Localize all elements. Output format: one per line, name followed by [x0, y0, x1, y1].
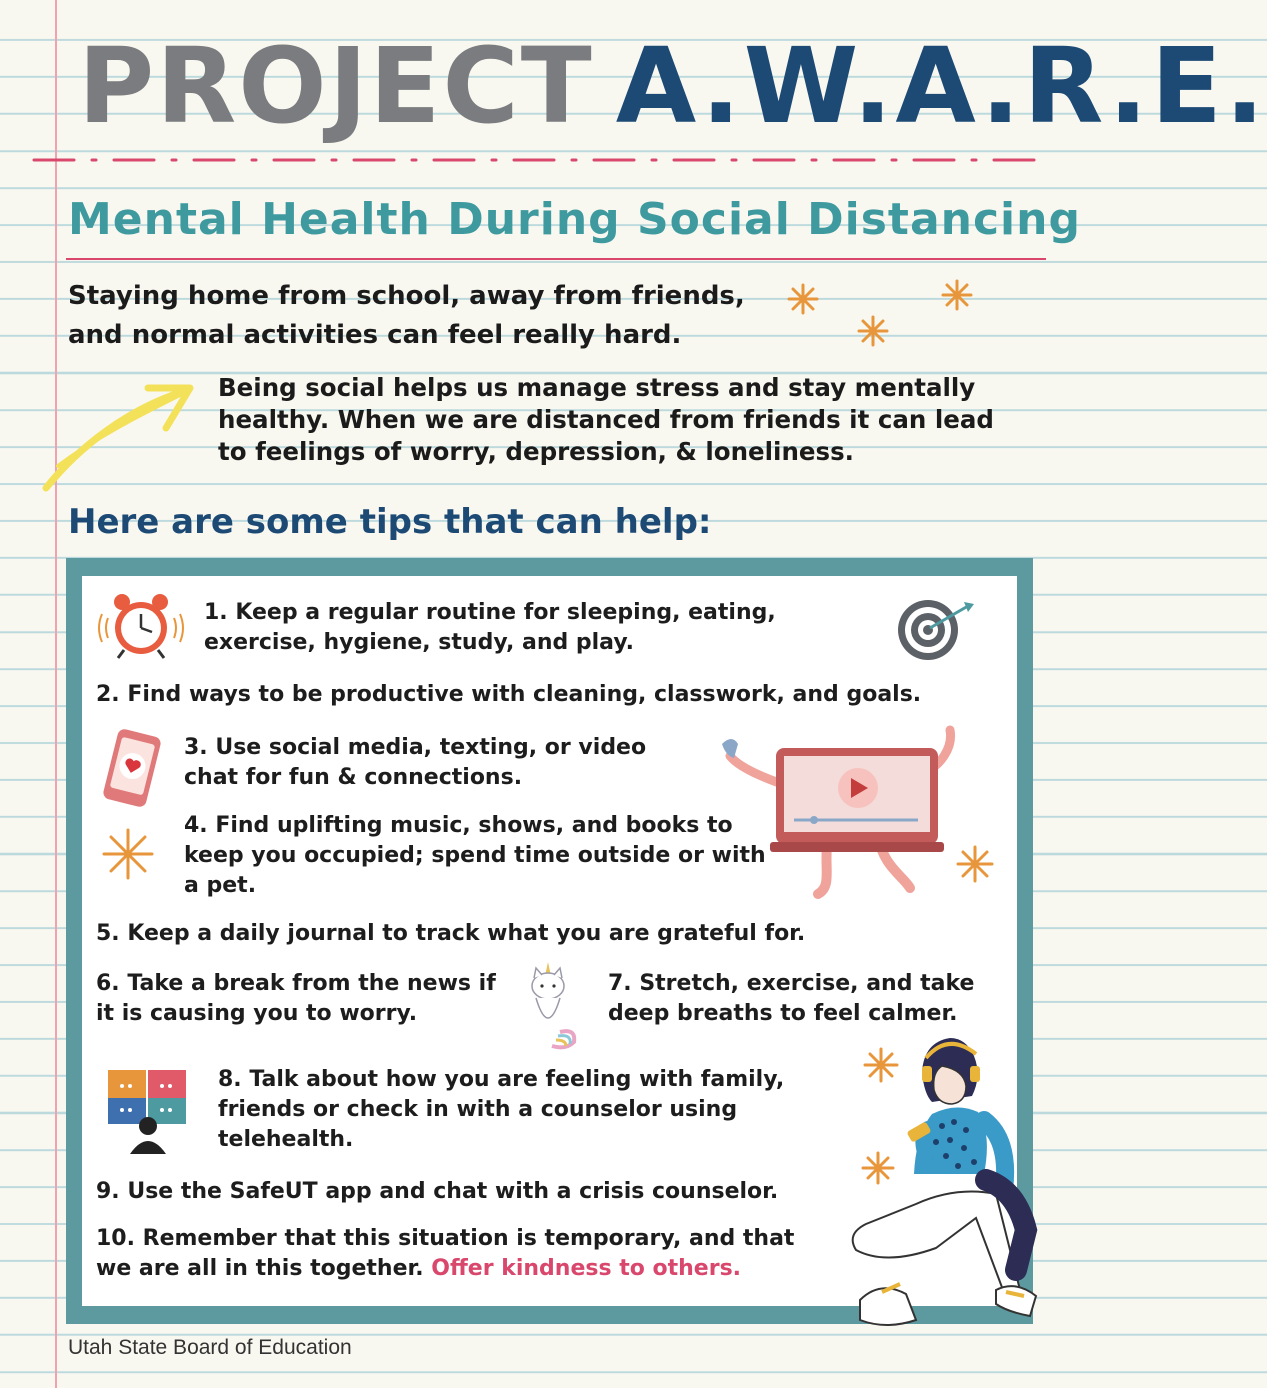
target-icon [894, 598, 976, 664]
subtitle-underline [66, 258, 1046, 260]
sparkle-icon [856, 314, 890, 348]
subtitle: Mental Health During Social Distancing [68, 194, 1081, 245]
tip-8: 8. Talk about how you are feeling with family, friends or check in with a counselor using telehealth. [218, 1067, 785, 1152]
tip-10-text: 10. Remember that this situation is temporary, and that we are all in this together. [96, 1226, 795, 1281]
sparkle-icon [955, 844, 995, 884]
intro-text: Staying home from school, away from friends, and normal activities can feel really hard. [68, 281, 745, 350]
sparkle-icon [786, 282, 820, 316]
sparkle-icon [100, 826, 156, 882]
tip-1: 1. Keep a regular routine for sleeping, eating, exercise, hygiene, study, and play. [204, 600, 776, 655]
alarm-clock-icon [96, 590, 186, 662]
tip-9: 9. Use the SafeUT app and chat with a crisis counselor. [96, 1179, 779, 1204]
tip-3: 3. Use social media, texting, or video chat for fun & connections. [184, 735, 647, 790]
arrow-icon [38, 378, 203, 496]
title-aware: A.W.A.R.E. [615, 25, 1267, 147]
tip-6: 6. Take a break from the news if it is causing you to worry. [96, 971, 496, 1026]
notebook-margin-line [55, 0, 57, 1388]
dashed-divider [34, 150, 1046, 170]
footer-organization: Utah State Board of Education [68, 1336, 352, 1359]
tip-7: 7. Stretch, exercise, and take deep breaths to feel calmer. [608, 971, 975, 1026]
page-title [78, 25, 1267, 147]
tip-10-highlight: Offer kindness to others. [431, 1256, 742, 1281]
tip-5: 5. Keep a daily journal to track what you are grateful for. [96, 921, 806, 946]
intro-detail-text: Being social helps us manage stress and stay mentally healthy. When we are distanced from friends it can lead to feelings of worry, depression, & loneliness. [218, 373, 994, 466]
video-chat-icon [106, 1068, 190, 1156]
tips-heading: Here are some tips that can help: [68, 502, 712, 542]
sparkle-icon [940, 278, 974, 312]
girl-with-phone-illustration [846, 1030, 1046, 1340]
unicorn-cat-icon [518, 958, 578, 1050]
tip-10 [96, 1224, 836, 1284]
tip-2: 2. Find ways to be productive with cleaning, classwork, and goals. [96, 682, 922, 707]
phone-heart-icon [96, 728, 168, 808]
title-project: PROJECT [78, 25, 594, 147]
tip-4: 4. Find uplifting music, shows, and books to keep you occupied; spend time outside or with a pet. [184, 813, 766, 898]
